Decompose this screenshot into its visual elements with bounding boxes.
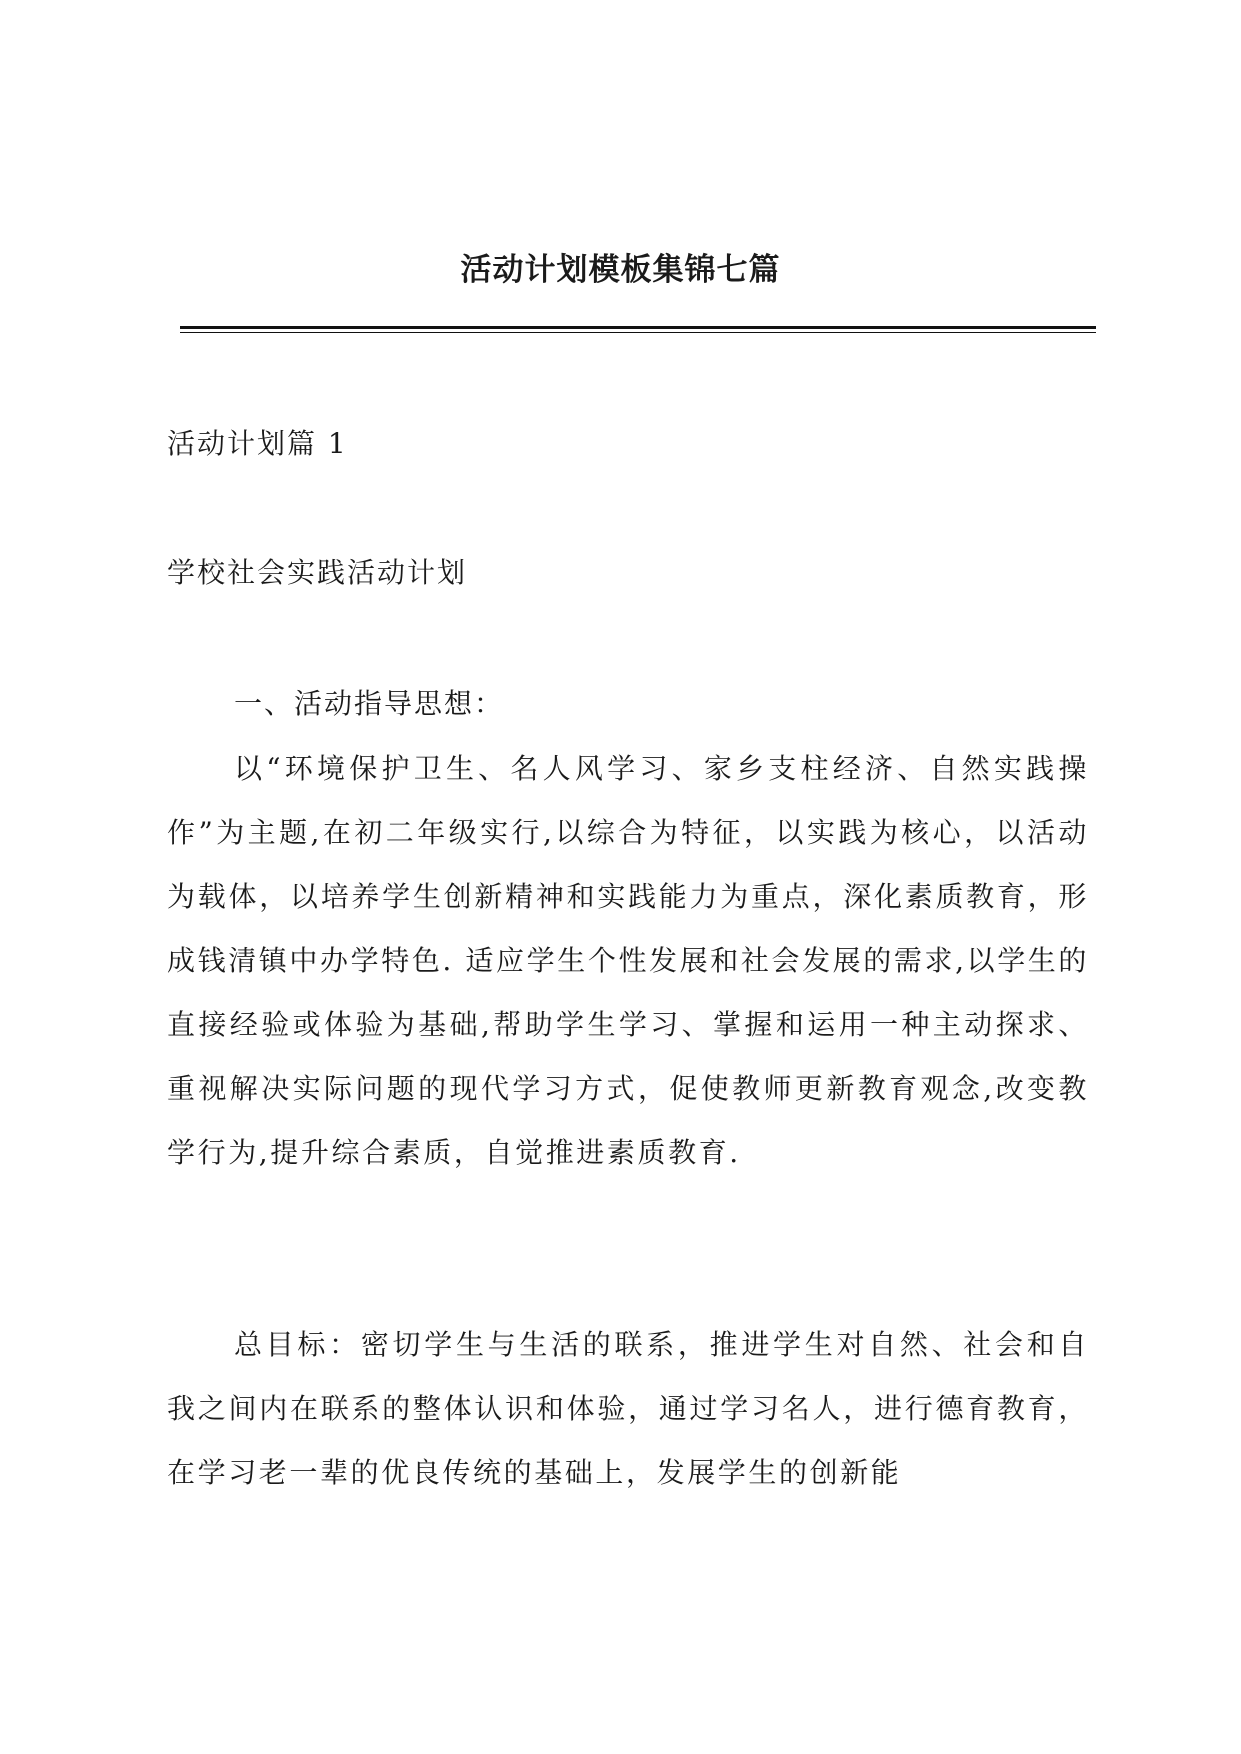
page-title: 活动计划模板集锦七篇 [460, 252, 781, 288]
guideline-paragraph: 以“环境保护卫生、名人风学习、家乡支柱经济、自然实践操作”为主题,在初二年级实行,以综合为特征，以实践为核心，以活动为载体，以培养学生创新精神和实践能力为重点，深化素质教育，形成钱清镇中办学特色. 适应学生个性发展和社会发展的需求,以学生的直接经验或体验为基础,帮助学生学习、掌握和运用一种主动探求、重视解决实际问题的现代学习方式，促使教师更新教育观念,改变教学行为,提升综合素质，自觉推进素质教育. [167, 752, 1089, 1169]
document-subtitle: 学校社会实践活动计划 [167, 556, 468, 589]
title-divider-thick [180, 326, 1096, 329]
guideline-heading: 一、活动指导思想： [234, 687, 505, 720]
section-heading: 活动计划篇 1 [167, 427, 348, 460]
goal-paragraph: 总目标：密切学生与生活的联系，推进学生对自然、社会和自我之间内在联系的整体认识和体验，通过学习名人，进行德育教育，在学习老一辈的优良传统的基础上，发展学生的创新能 [167, 1328, 1089, 1489]
title-divider-thin [180, 332, 1096, 333]
